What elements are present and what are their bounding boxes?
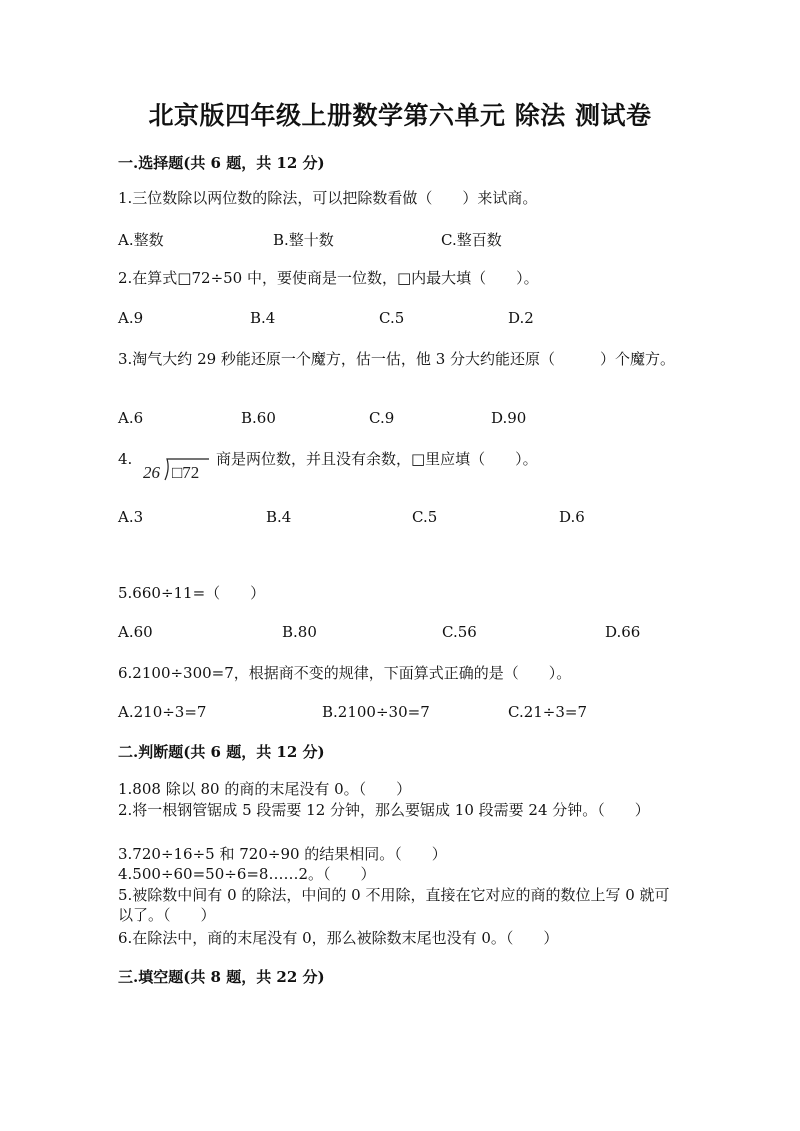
q2-option-b: B.4 — [250, 309, 276, 327]
q2-option-d: D.2 — [508, 309, 534, 327]
q5-option-c: C.56 — [442, 623, 477, 641]
section-heading-choice: 一.选择题(共 6 题，共 12 分) — [118, 154, 325, 172]
q6-option-b: B.2100÷30=7 — [322, 703, 430, 721]
judgment-item-5: 5.被除数中间有 0 的除法，中间的 0 不用除，直接在它对应的商的数位上写 0 就可以了。（ ） — [118, 886, 670, 924]
q1-option-c: C.整百数 — [441, 231, 502, 249]
judgment-item-2: 2.将一根钢管锯成 5 段需要 12 分钟，那么要锯成 10 段需要 24 分钟。（ ） — [118, 801, 650, 819]
q4-option-a: A.3 — [118, 508, 144, 526]
question-5: 5.660÷11=（ ） — [118, 584, 266, 602]
judgment-item-3: 3.720÷16÷5 和 720÷90 的结果相同。（ ） — [118, 845, 447, 863]
question-4-number: 4. — [118, 450, 133, 468]
question-6: 6.2100÷300=7，根据商不变的规律，下面算式正确的是（ ）。 — [118, 664, 572, 682]
q3-option-d: D.90 — [491, 409, 527, 427]
q6-option-a: A.210÷3=7 — [118, 703, 207, 721]
question-3: 3.淘气大约 29 秒能还原一个魔方，估一估，他 3 分大约能还原（ ）个魔方。 — [118, 350, 676, 368]
judgment-item-6: 6.在除法中，商的末尾没有 0，那么被除数末尾也没有 0。（ ） — [118, 929, 559, 947]
long-division-figure — [141, 455, 211, 483]
q5-option-b: B.80 — [282, 623, 317, 641]
q3-option-a: A.6 — [118, 409, 144, 427]
q4-option-b: B.4 — [266, 508, 292, 526]
q5-option-a: A.60 — [118, 623, 153, 641]
q1-option-a: A.整数 — [118, 231, 164, 249]
q4-option-d: D.6 — [559, 508, 585, 526]
judgment-item-4: 4.500÷60=50÷6=8……2。（ ） — [118, 865, 376, 883]
section-heading-judgment: 二.判断题(共 6 题，共 12 分) — [118, 743, 325, 761]
q3-option-b: B.60 — [241, 409, 276, 427]
q4-option-c: C.5 — [412, 508, 438, 526]
question-1: 1.三位数除以两位数的除法，可以把除数看做（ ）来试商。 — [118, 189, 538, 207]
long-division-dividend: □72 — [172, 463, 200, 482]
section-heading-fill-in: 三.填空题(共 8 题，共 22 分) — [118, 968, 325, 986]
q5-option-d: D.66 — [605, 623, 641, 641]
judgment-item-1: 1.808 除以 80 的商的末尾没有 0。（ ） — [118, 780, 412, 798]
question-4-text: 商是两位数，并且没有余数，□里应填（ ）。 — [216, 450, 538, 468]
q1-option-b: B.整十数 — [273, 231, 334, 249]
q2-option-a: A.9 — [118, 309, 144, 327]
q2-option-c: C.5 — [379, 309, 405, 327]
q3-option-c: C.9 — [369, 409, 395, 427]
question-2: 2.在算式□72÷50 中，要使商是一位数，□内最大填（ ）。 — [118, 269, 539, 287]
q6-option-c: C.21÷3=7 — [508, 703, 588, 721]
long-division-divisor: 26 — [143, 463, 160, 482]
page-title: 北京版四年级上册数学第六单元 除法 测试卷 — [148, 101, 652, 130]
